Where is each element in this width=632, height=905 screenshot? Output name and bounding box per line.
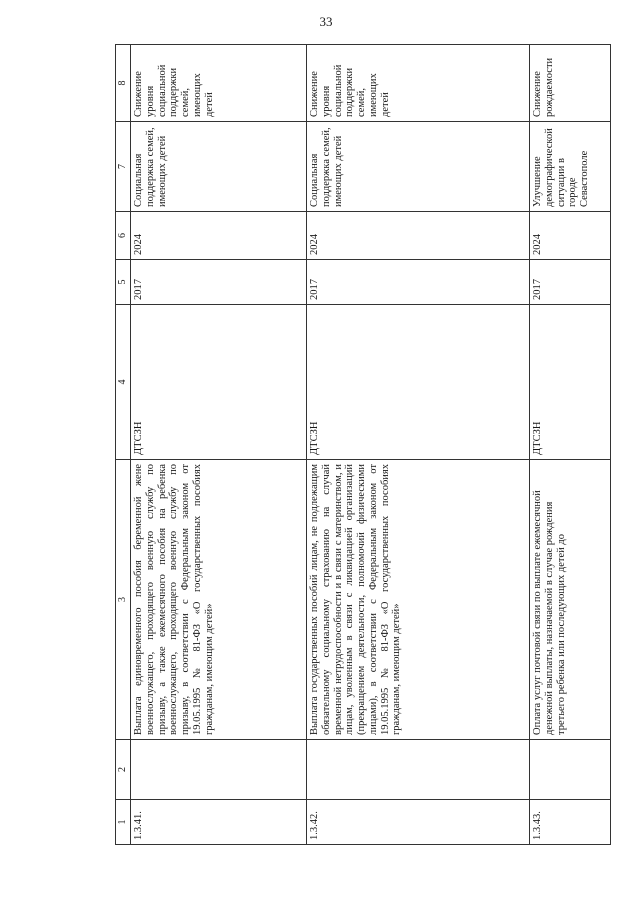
expected-result: Социальная поддержка семей, имеющих детей	[307, 122, 530, 212]
measures-table	[115, 44, 611, 845]
row-number: 1.3.42.	[307, 800, 530, 845]
header-cell: 2	[116, 740, 131, 800]
row-number: 1.3.43.	[530, 800, 611, 845]
executor: ДТСЗН	[530, 305, 611, 460]
table-header-row	[116, 45, 131, 845]
row-number: 1.3.41.	[131, 800, 307, 845]
header-cell: 8	[116, 45, 131, 122]
header-cell: 6	[116, 212, 131, 260]
consequence: Снижение уровня социальной поддержки семей, имеющих детей	[131, 45, 307, 122]
table-row	[131, 45, 307, 845]
rotated-table-container	[115, 45, 611, 845]
start-year: 2017	[307, 260, 530, 305]
header-cell: 5	[116, 260, 131, 305]
header-cell: 3	[116, 460, 131, 740]
page-number: 33	[319, 14, 333, 29]
start-year: 2017	[530, 260, 611, 305]
expected-result: Социальная поддержка семей, имеющих детей	[131, 122, 307, 212]
row-col2	[131, 740, 307, 800]
header-cell: 7	[116, 122, 131, 212]
end-year: 2024	[307, 212, 530, 260]
row-col2	[530, 740, 611, 800]
expected-result: Улучшение демографической ситуации в городе Севастополе	[530, 122, 611, 212]
executor: ДТСЗН	[307, 305, 530, 460]
measure-text: Выплата единовременного пособия беременной жене военнослужащего, проходящего военную службу по призыву, а также ежемесячного пособия на ребенка военнослужащего, проходящего военную службу по призыву, в соответствии с Федеральным законом от 19.05.1995 № 81-ФЗ «О государственных пособиях гражданам, имеющим детей»	[131, 460, 307, 740]
table-row	[530, 45, 611, 845]
header-cell: 1	[116, 800, 131, 845]
start-year: 2017	[131, 260, 307, 305]
consequence: Снижение рождаемости	[530, 45, 611, 122]
measure-text: Выплата государственных пособий лицам, не подлежащим обязательному социальному страхованию на случай временной нетрудоспособности и в связи с материнством, и лицам, уволенным в связи с ликвидацией организаций (прекращением деятельности, полномочий физическими лицами), в соответствии с Федеральным законом от 19.05.1995 № 81-ФЗ «О государственных пособиях гражданам, имеющим детей»	[307, 460, 530, 740]
table-row	[307, 45, 530, 845]
end-year: 2024	[530, 212, 611, 260]
consequence: Снижение уровня социальной поддержки семей, имеющих детей	[307, 45, 530, 122]
measure-text: Оплата услуг почтовой связи по выплате ежемесячной денежной выплаты, назначаемой в случае рождения третьего ребенка или последующих детей до	[530, 460, 611, 740]
executor: ДТСЗН	[131, 305, 307, 460]
header-cell: 4	[116, 305, 131, 460]
end-year: 2024	[131, 212, 307, 260]
row-col2	[307, 740, 530, 800]
